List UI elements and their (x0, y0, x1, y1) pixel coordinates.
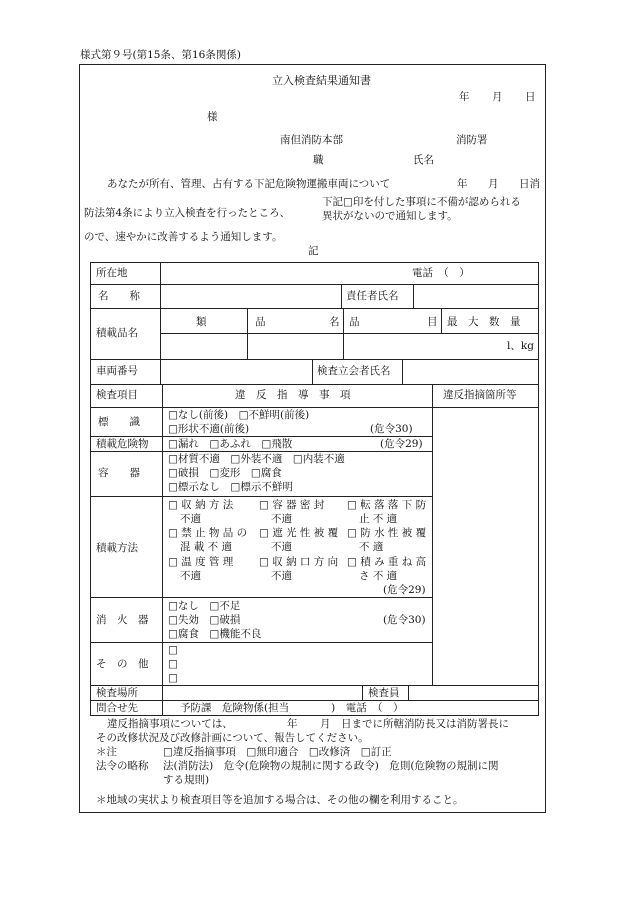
body-month: 月 (488, 178, 499, 190)
loading-c1-2: □ 禁 止 物 品 の (168, 527, 248, 539)
type-header: 類 (196, 316, 207, 328)
moku-header: 目 (427, 316, 438, 328)
loading-c2-5: 不適 (271, 570, 292, 582)
body-line3: ので、速やかに改善するよう通知します。 (84, 231, 283, 243)
container-line2: □破損 □変形 □腐食 (168, 467, 282, 479)
body-option-a: 下記□印を付した事項に不備が認められる (322, 196, 521, 208)
date-day: 日 (525, 91, 536, 103)
guidance-header: 違 反 指 導 事 項 (235, 389, 351, 401)
abbr-line2: する規則) (163, 774, 210, 786)
inspection-table (90, 262, 539, 716)
hin-header: 品 (349, 316, 360, 328)
loading-c2-2: □ 遮 光 性 被 覆 (259, 527, 339, 539)
issuer-post: 職 (313, 154, 324, 166)
other-checkbox-3[interactable]: □ (168, 672, 178, 684)
loading-ref: (危令29) (383, 584, 426, 596)
loading-c1-3: 混 載 不 適 (180, 541, 233, 553)
abbr-label: 法令の略称 (96, 760, 149, 772)
container-line1: □材質不適 □外装不適 □内装不適 (168, 453, 345, 465)
container-label: 容 器 (98, 467, 140, 479)
contact-label: 問合せ先 (96, 702, 138, 714)
inspector-label: 検査員 (368, 687, 400, 699)
loading-c2-0: □ 容 器 密 封 (259, 499, 325, 511)
product-header: 品 (255, 316, 266, 328)
witness-label: 検査立会者氏名 (317, 365, 391, 377)
cargo-label: 積載品名 (96, 327, 138, 339)
sign-line2: □形状不適(前後) (168, 423, 250, 435)
remark: ＊地域の実状より検査項目等を追加する場合は、その他の欄を利用すること。 (96, 794, 464, 806)
document-title: 立入検査結果通知書 (272, 74, 371, 87)
extinguisher-ref: (危令30) (383, 614, 426, 626)
loading-c1-5: 不適 (180, 570, 201, 582)
body-day: 日消 (519, 178, 540, 190)
loading-c2-4: □ 収 納 口 方 向 (259, 556, 339, 568)
name-label: 名 称 (98, 290, 140, 302)
max-qty-header: 最 大 数 量 (447, 316, 521, 328)
notes-line1a: 違反指摘事項については、 (107, 718, 233, 730)
contact-info: 予防課 危険物係(担当 ) 電話 （ ） (180, 702, 404, 714)
extinguisher-label: 消 火 器 (96, 614, 149, 626)
notes-line1b: 日までに所轄消防長又は消防署長に (341, 718, 509, 730)
body-option-b: 異状がないので通知します。 (322, 210, 458, 222)
loading-c3-5: さ 不 適 (359, 570, 398, 582)
date-year: 年 (459, 91, 470, 103)
extinguisher-line2: □失効 □破損 (168, 614, 241, 626)
issuer-station: 消防署 (456, 134, 488, 146)
note-items: □違反指摘事項 □無印適合 □改修済 □訂正 (163, 746, 392, 758)
issuer-name: 氏名 (413, 154, 434, 166)
loading-c3-0: □ 転 落 落 下 防 (347, 499, 427, 511)
loading-c2-1: 不適 (271, 513, 292, 525)
body-line1: あなたが所有、管理、占有する下記危険物運搬車両について (107, 178, 391, 190)
ki-label: 記 (308, 245, 319, 257)
container-line3: □標示なし □標示不鮮明 (168, 481, 293, 493)
mei-header: 名 (329, 316, 340, 328)
item-header: 検査項目 (96, 389, 138, 401)
form-number: 様式第９号(第15条、第16条関係) (80, 49, 241, 61)
abbr-line1: 法(消防法) 危令(危険物の規制に関する政令) 危則(危険物の規制に関 (163, 760, 499, 772)
body-line2: 防法第4条により立入検査を行ったところ、 (84, 207, 291, 219)
date-month: 月 (492, 91, 503, 103)
loading-c1-4: □ 温 度 管 理 (168, 556, 234, 568)
loading-c1-0: □ 収 納 方 法 (168, 499, 234, 511)
loading-c2-3: 不適 (271, 541, 292, 553)
sign-ref: (危令30) (370, 423, 413, 435)
other-label: そ の 他 (96, 658, 149, 670)
cargo-hazard-line1: □漏れ □あふれ □飛散 (168, 438, 293, 450)
loading-c3-3: 不 適 (359, 541, 384, 553)
location-label: 所在地 (96, 267, 128, 279)
addressee-suffix: 様 (207, 111, 218, 123)
loading-c3-2: □ 防 水 性 被 覆 (347, 527, 427, 539)
loading-c3-4: □ 積 み 重 ね 高 (347, 556, 427, 568)
qty-unit: l、kg (507, 340, 534, 352)
body-year: 年 (457, 178, 468, 190)
location-header: 違反指摘箇所等 (443, 389, 517, 401)
sign-line1: □なし(前後) □不鮮明(前後) (168, 409, 310, 421)
phone-label: 電話 （ ） (412, 267, 470, 279)
vehicle-no-label: 車両番号 (96, 365, 138, 377)
cargo-hazard-ref: (危令29) (380, 438, 423, 450)
loading-c1-1: 不適 (180, 513, 201, 525)
loading-c3-1: 止 不 適 (359, 513, 398, 525)
manager-label: 責任者氏名 (346, 290, 399, 302)
other-checkbox-2[interactable]: □ (168, 658, 178, 670)
note-label: ＊注 (96, 746, 117, 758)
sign-label: 標 識 (98, 416, 140, 428)
cargo-hazard-label: 積載危険物 (96, 438, 149, 450)
notes-line2: その改修状況及び改修計画について、報告してください。 (96, 732, 369, 744)
extinguisher-line1: □なし □不足 (168, 600, 241, 612)
extinguisher-line3: □腐食 □機能不良 (168, 628, 262, 640)
loading-label: 積載方法 (96, 542, 138, 554)
notes-year: 年 (287, 718, 298, 730)
place-label: 検査場所 (96, 687, 138, 699)
other-checkbox-1[interactable]: □ (168, 644, 178, 656)
issuer-dept: 南但消防本部 (280, 134, 343, 146)
notes-month: 月 (320, 718, 331, 730)
